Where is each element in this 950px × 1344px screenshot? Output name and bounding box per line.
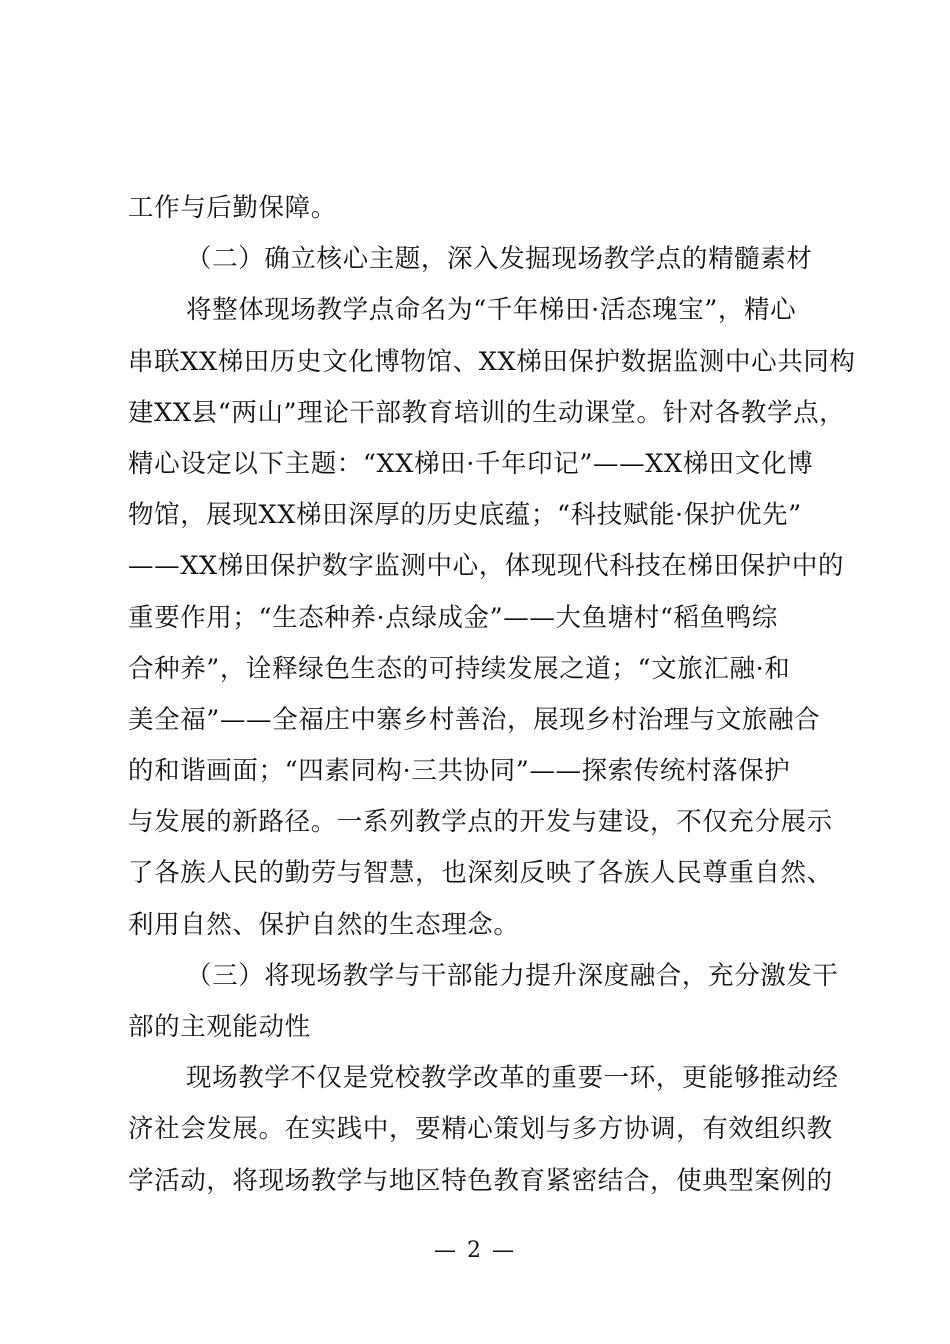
paragraph-line: 精心设定以下主题：“XX梯田·千年印记”——XX梯田文化博	[128, 448, 814, 479]
paragraph-line: 现场教学不仅是党校教学改革的重要一环，更能够推动经	[186, 1063, 839, 1094]
paragraph-line: 利用自然、保护自然的生态理念。	[128, 909, 520, 940]
paragraph-line: 济社会发展。在实践中，要精心策划与多方协调，有效组织教	[128, 1114, 833, 1145]
paragraph-line: 重要作用；“生态种养·点绿成金”——大鱼塘村“稻鱼鸭综	[128, 602, 778, 633]
paragraph-line: 合种养”，诠释绿色生态的可持续发展之道；“文旅汇融·和	[128, 653, 791, 684]
paragraph-line: 物馆，展现XX梯田深厚的历史底蕴；“科技赋能·保护优先”	[128, 500, 802, 531]
section-heading: （三）将现场教学与干部能力提升深度融合，充分激发干	[186, 960, 839, 991]
paragraph-line: 建XX县“两山”理论干部教育培训的生动课堂。针对各教学点，	[128, 397, 846, 428]
paragraph-line: 了各族人民的勤劳与智慧，也深刻反映了各族人民尊重自然、	[128, 858, 833, 889]
paragraph-line: 的和谐画面；“四素同构·三共协同”——探索传统村落保护	[128, 756, 791, 787]
page-number: — 2 —	[434, 1238, 516, 1263]
paragraph-line: ——XX梯田保护数字监测中心，体现现代科技在梯田保护中的	[128, 551, 845, 582]
paragraph-line: 串联XX梯田历史文化博物馆、XX梯田保护数据监测中心共同构	[128, 346, 856, 377]
paragraph-line: 将整体现场教学点命名为“千年梯田·活态瑰宝”，精心	[186, 295, 797, 326]
paragraph-line: 工作与后勤保障。	[128, 193, 337, 223]
body-text	[128, 183, 856, 1207]
section-heading-continued: 部的主观能动性	[128, 1012, 311, 1042]
section-heading: （二）确立核心主题，深入发掘现场教学点的精髓素材	[186, 244, 813, 275]
paragraph-line: 美全福”——全福庄中寨乡村善治，展现乡村治理与文旅融合	[128, 704, 821, 735]
paragraph-line: 与发展的新路径。一系列教学点的开发与建设，不仅充分展示	[128, 807, 833, 838]
paragraph-line: 学活动，将现场教学与地区特色教育紧密结合，使典型案例的	[128, 1165, 833, 1196]
